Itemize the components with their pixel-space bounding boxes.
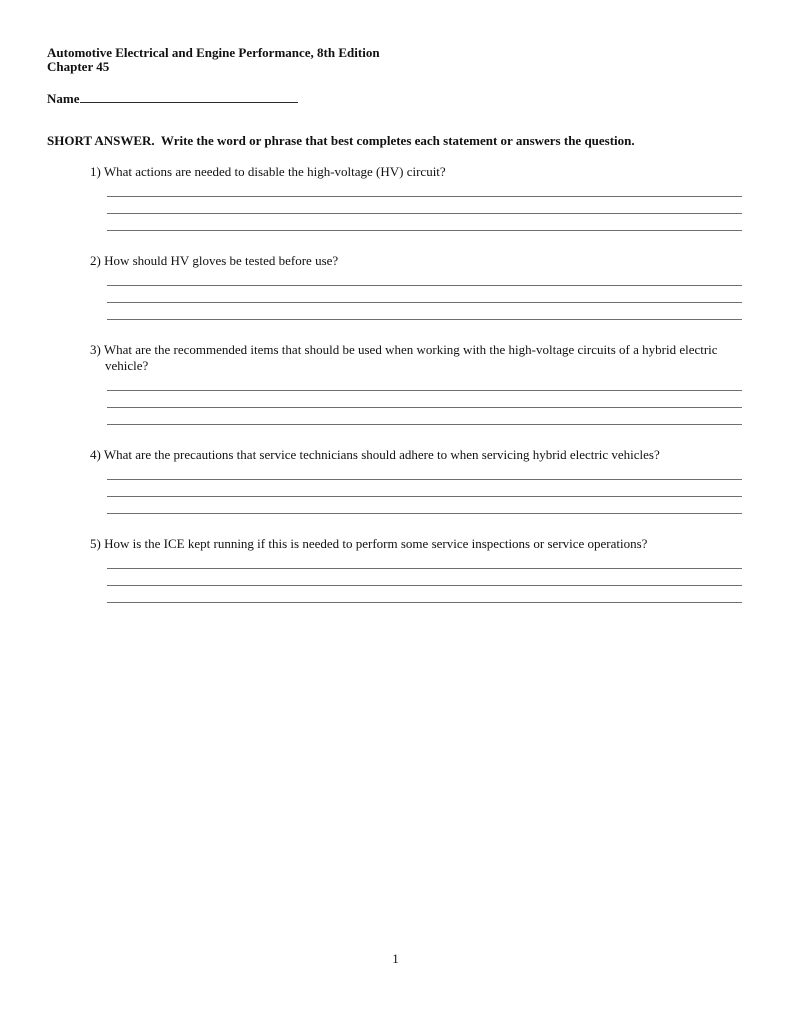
answer-line[interactable] — [107, 286, 742, 303]
question-body: How should HV gloves be tested before use? — [104, 253, 339, 268]
question-5 — [47, 536, 742, 603]
name-label: Name — [47, 91, 80, 106]
question-list — [47, 164, 742, 603]
document-header — [47, 46, 742, 74]
question-text — [47, 342, 742, 374]
section-instruction: SHORT ANSWER. Write the word or phrase that best completes each statement or answers the question. — [47, 133, 635, 148]
question-4 — [47, 447, 742, 514]
question-text — [47, 164, 742, 180]
answer-line[interactable] — [107, 197, 742, 214]
answer-line[interactable] — [107, 569, 742, 586]
answer-line[interactable] — [107, 552, 742, 569]
question-text — [47, 447, 742, 463]
question-body: How is the ICE kept running if this is needed to perform some service inspections or service operations? — [104, 536, 648, 551]
answer-area — [107, 463, 742, 514]
answer-line[interactable] — [107, 180, 742, 197]
chapter-label: Chapter 45 — [47, 59, 110, 74]
question-3 — [47, 342, 742, 425]
answer-line[interactable] — [107, 269, 742, 286]
answer-line[interactable] — [107, 463, 742, 480]
answer-line[interactable] — [107, 586, 742, 603]
question-number: 3) — [90, 342, 101, 357]
question-text — [47, 536, 742, 552]
question-number: 4) — [90, 447, 101, 462]
answer-line[interactable] — [107, 303, 742, 320]
answer-area — [107, 374, 742, 425]
answer-area — [107, 269, 742, 320]
answer-line[interactable] — [107, 214, 742, 231]
answer-line[interactable] — [107, 497, 742, 514]
answer-line[interactable] — [107, 374, 742, 391]
question-number: 1) — [90, 164, 101, 179]
page-number: 1 — [392, 951, 399, 966]
answer-area — [107, 180, 742, 231]
question-number: 5) — [90, 536, 101, 551]
question-body: What actions are needed to disable the high-voltage (HV) circuit? — [103, 164, 446, 179]
question-text — [47, 253, 742, 269]
question-1 — [47, 164, 742, 231]
question-body: What are the recommended items that should be used when working with the high-voltage circuits of a hybrid electric vehicle? — [103, 342, 718, 373]
answer-line[interactable] — [107, 391, 742, 408]
question-2 — [47, 253, 742, 320]
answer-line[interactable] — [107, 408, 742, 425]
name-row — [47, 89, 742, 105]
question-body: What are the precautions that service technicians should adhere to when servicing hybrid electric vehicles? — [103, 447, 660, 462]
document-title: Automotive Electrical and Engine Performance, 8th Edition — [47, 45, 380, 60]
answer-line[interactable] — [107, 480, 742, 497]
name-input-line[interactable] — [80, 89, 298, 103]
answer-area — [107, 552, 742, 603]
question-number: 2) — [90, 253, 101, 268]
